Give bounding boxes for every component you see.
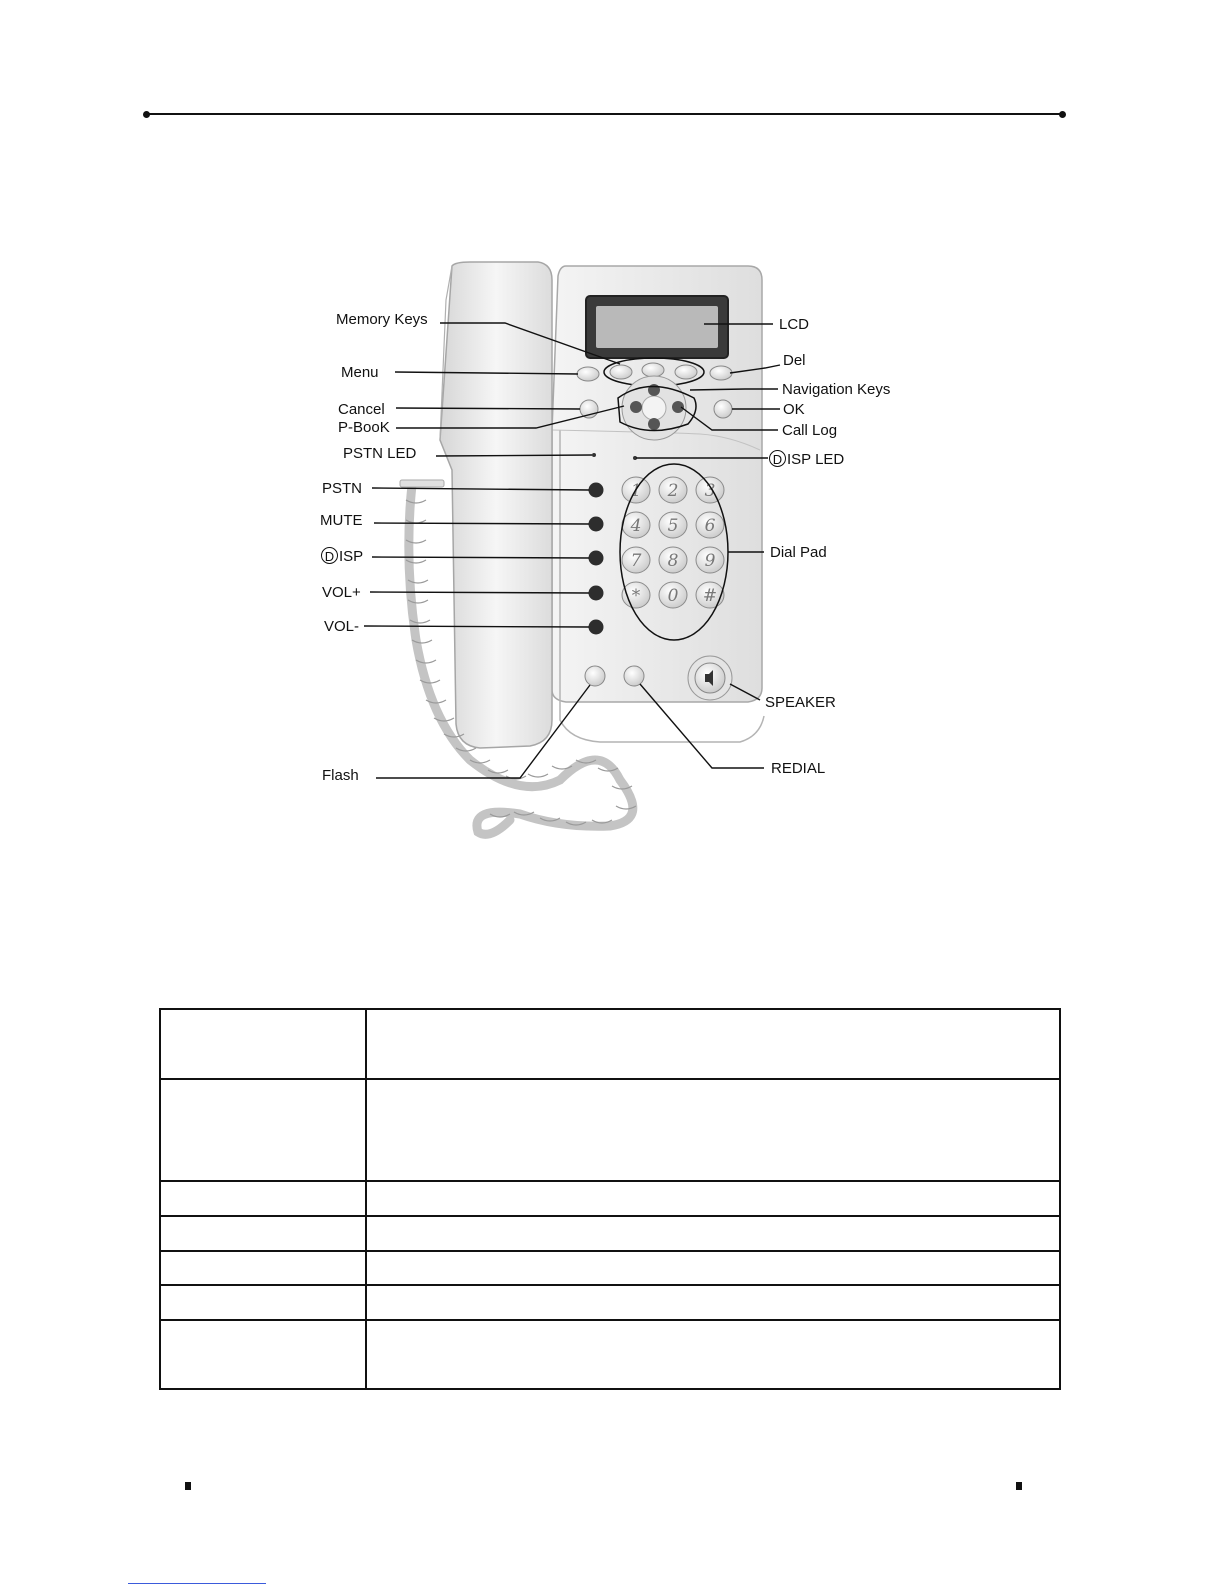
label-dial-pad: Dial Pad bbox=[770, 544, 827, 561]
table-cell bbox=[160, 1009, 366, 1079]
table-row bbox=[160, 1216, 1060, 1251]
table-cell bbox=[160, 1251, 366, 1285]
table-cell bbox=[160, 1320, 366, 1389]
keypad-key-label: 9 bbox=[704, 551, 716, 571]
table-cell bbox=[160, 1181, 366, 1216]
keypad-key-label: 4 bbox=[630, 516, 642, 536]
table-cell bbox=[366, 1320, 1060, 1389]
label-speaker: SPEAKER bbox=[765, 694, 836, 711]
table-cell bbox=[366, 1285, 1060, 1320]
table-cell bbox=[160, 1216, 366, 1251]
table-cell bbox=[366, 1251, 1060, 1285]
label-lcd: LCD bbox=[779, 316, 810, 333]
table-cell bbox=[366, 1181, 1060, 1216]
redial-key bbox=[624, 666, 644, 686]
label-vol-plus: VOL+ bbox=[322, 584, 361, 601]
keypad-key-label: 2 bbox=[667, 481, 679, 501]
label-disp bbox=[321, 547, 363, 565]
label-pstn-led: PSTN LED bbox=[343, 445, 417, 462]
keypad-key-label: 0 bbox=[667, 586, 679, 606]
footer-mark-right bbox=[1016, 1482, 1022, 1490]
label-redial: REDIAL bbox=[771, 760, 826, 777]
keypad-key-label: 5 bbox=[667, 516, 679, 536]
disp-led-label-text: ISP LED bbox=[787, 451, 845, 468]
footer-mark-left bbox=[185, 1482, 191, 1490]
table-row bbox=[160, 1320, 1060, 1389]
disp-label-text: ISP bbox=[339, 548, 364, 565]
table-cell bbox=[160, 1285, 366, 1320]
ok-key bbox=[714, 400, 732, 418]
handset bbox=[440, 262, 552, 748]
disp-led-circle-letter: D bbox=[769, 450, 786, 467]
table-cell bbox=[366, 1009, 1060, 1079]
label-vol-minus: VOL- bbox=[324, 618, 360, 635]
label-navigation-keys: Navigation Keys bbox=[782, 381, 891, 398]
table-cell bbox=[366, 1216, 1060, 1251]
disp-circle-letter: D bbox=[321, 547, 338, 564]
footer-link-underline bbox=[128, 1583, 266, 1584]
table-row bbox=[160, 1251, 1060, 1285]
label-pbook: P-BooK bbox=[338, 419, 390, 436]
table-row bbox=[160, 1181, 1060, 1216]
table-row bbox=[160, 1009, 1060, 1079]
keypad-key-label: # bbox=[702, 586, 718, 606]
label-cancel: Cancel bbox=[338, 401, 385, 418]
table-cell bbox=[366, 1079, 1060, 1181]
table-row bbox=[160, 1079, 1060, 1181]
label-memory-keys: Memory Keys bbox=[336, 311, 428, 328]
feature-table bbox=[159, 1008, 1061, 1390]
label-menu: Menu bbox=[341, 364, 379, 381]
label-mute: MUTE bbox=[320, 512, 363, 529]
keypad-key-label: * bbox=[631, 586, 641, 606]
label-ok: OK bbox=[783, 401, 805, 418]
table-cell bbox=[160, 1079, 366, 1181]
keypad-key-label: 1 bbox=[630, 481, 642, 501]
label-pstn: PSTN bbox=[322, 480, 363, 497]
table-row bbox=[160, 1285, 1060, 1320]
label-flash: Flash bbox=[322, 767, 359, 784]
label-del: Del bbox=[783, 352, 806, 369]
keypad-key-label: 6 bbox=[704, 516, 716, 536]
label-call-log: Call Log bbox=[782, 422, 838, 439]
keypad-key-label: 7 bbox=[630, 551, 642, 571]
flash-key bbox=[585, 666, 605, 686]
label-disp-led bbox=[769, 450, 844, 468]
keypad-key-label: 3 bbox=[704, 481, 716, 501]
keypad-key-label: 8 bbox=[667, 551, 679, 571]
